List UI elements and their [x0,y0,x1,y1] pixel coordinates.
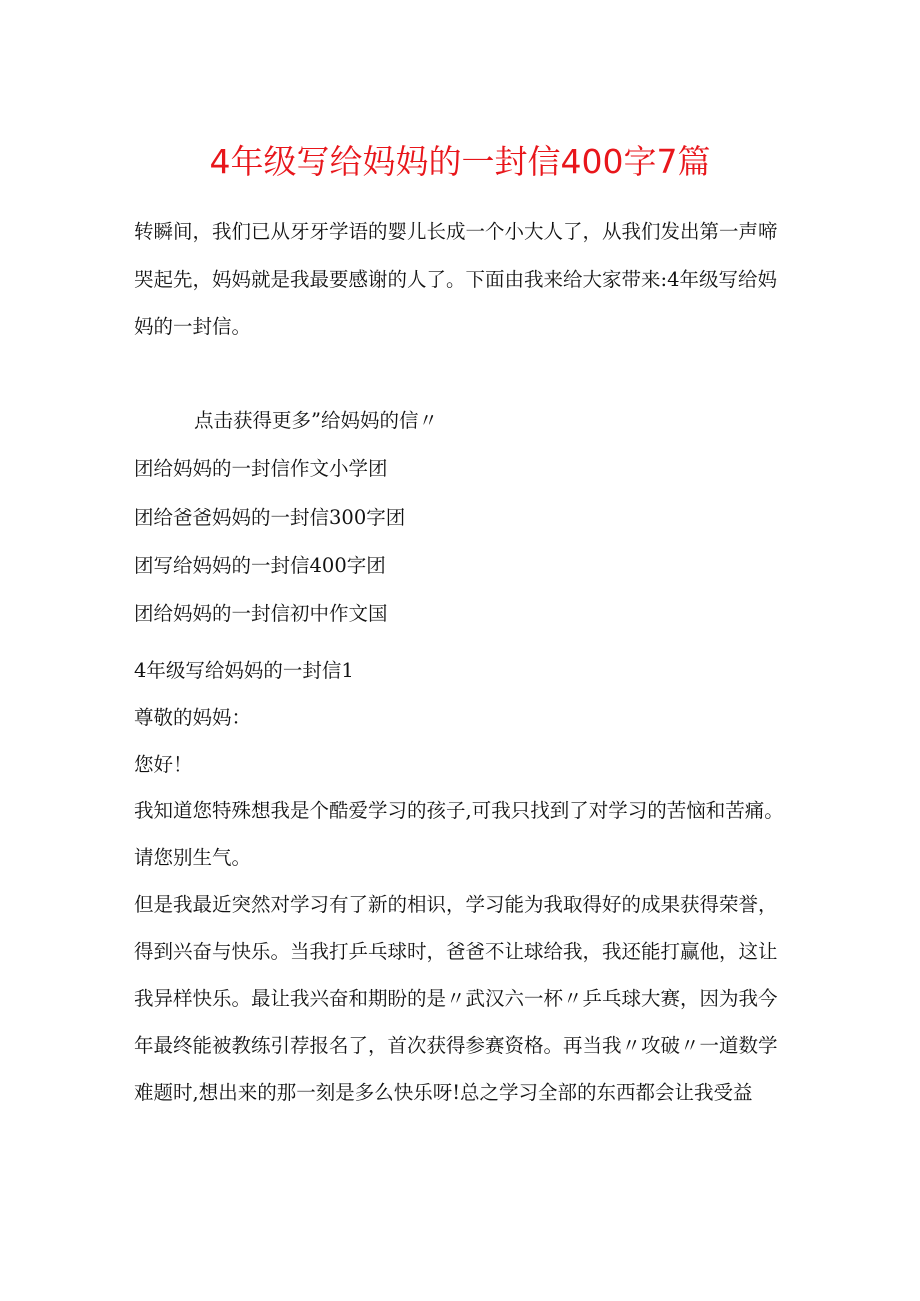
more-link[interactable]: 点击获得更多”给妈妈的信〃 [194,409,438,432]
body-line: 得到兴奋与快乐。当我打乒乓球时，爸爸不让球给我，我还能打赢他，这让 [134,940,778,963]
intro-line: 哭起先，妈妈就是我最要感谢的人了。下面由我来给大家带来:4年级写给妈 [134,268,777,291]
related-link[interactable]: 团给妈妈的一封信作文小学团 [134,457,388,480]
greeting: 您好！ [134,753,193,776]
body-line: 但是我最近突然对学习有了新的相识，学习能为我取得好的成果获得荣誉， [134,893,778,916]
body-line: 年最终能被教练引荐报名了，首次获得参赛资格。再当我〃攻破〃一道数学 [134,1034,778,1057]
related-link[interactable]: 团写给妈妈的一封信400字团 [134,554,386,577]
document-title: 4年级写给妈妈的一封信400字7篇 [209,142,711,181]
related-link[interactable]: 团给妈妈的一封信初中作文国 [134,602,388,625]
body-line: 我异样快乐。最让我兴奋和期盼的是〃武汉六一杯〃乒乓球大赛，因为我今 [134,987,778,1010]
salutation: 尊敬的妈妈： [134,706,252,729]
body-line: 难题时,想出来的那一刻是多么快乐呀!总之学习全部的东西都会让我受益 [134,1081,753,1104]
body-line: 我知道您特殊想我是个酷爱学习的孩子,可我只找到了对学习的苦恼和苦痛。 [134,799,784,822]
intro-line: 转瞬间，我们已从牙牙学语的婴儿长成一个小大人了，从我们发出第一声啼 [134,220,778,243]
body-line: 请您别生气。 [134,846,252,869]
related-link[interactable]: 团给爸爸妈妈的一封信300字团 [134,506,406,529]
intro-line: 妈的一封信。 [134,315,252,338]
section-heading: 4年级写给妈妈的一封信1 [134,659,354,682]
